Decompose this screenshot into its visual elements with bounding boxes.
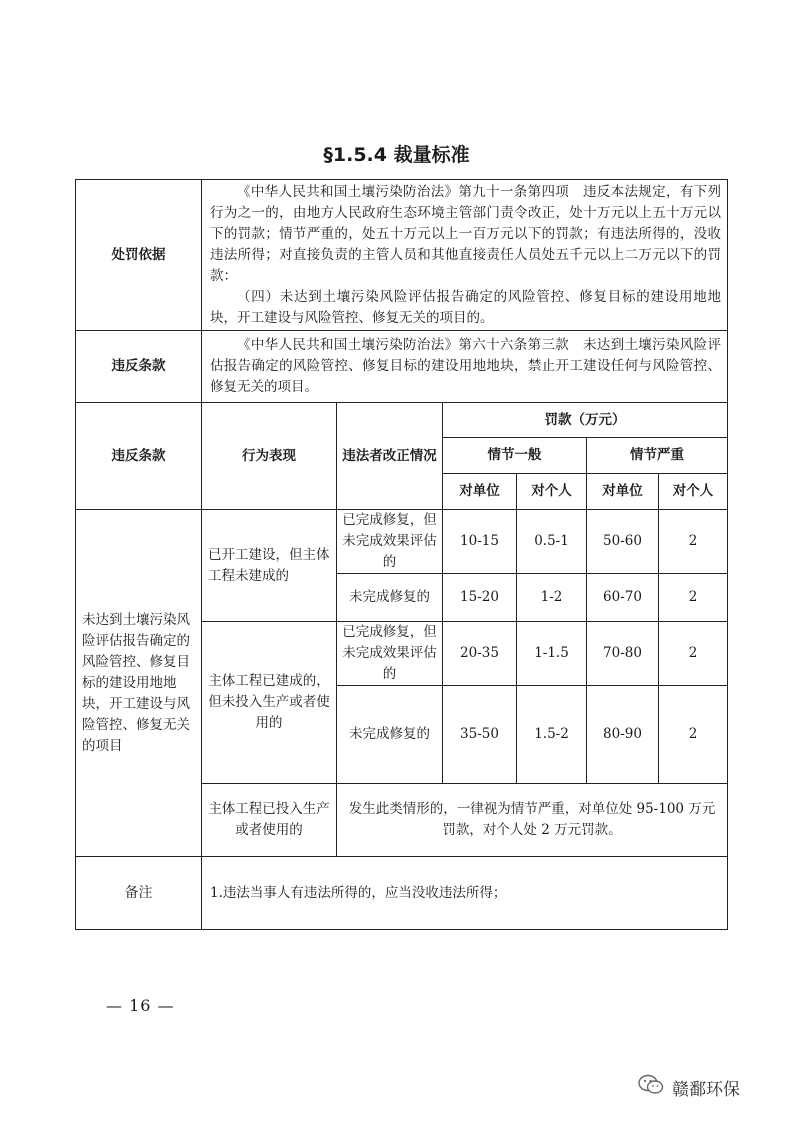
penalty-basis-text: 《中华人民共和国土壤污染防治法》第九十一条第四项 违反本法规定，有下列行为之一的，由地方人民政府生态环境主管部门责令改正，处十万元以上五十万元以下的罚款；情节严重的，处五十万元以上一百万元以下的罚款；有违法所得的，没收违法所得；对直接负责的主管人员和其他直接责任人员处五千元以上二万元以下的罚款： [210,183,721,284]
penalty-basis-cell [202,180,728,331]
serious-person-fine: 2 [659,510,728,574]
behavior-cell: 主体工程已建成的，但未投入生产或者使用的 [202,622,337,784]
serious-unit-fine: 70-80 [587,622,659,686]
general-person-fine: 1-2 [517,574,587,622]
discretion-standard-table [75,179,728,930]
general-unit-fine: 35-50 [443,686,517,784]
header-violation-clause: 违反条款 [76,403,202,510]
penalty-basis-row [76,180,728,331]
general-person-fine: 1-1.5 [517,622,587,686]
violation-description: 未达到土壤污染风险评估报告确定的风险管控、修复目标的建设用地地块，开工建设与风险管控、修复无关的项目 [76,510,202,857]
violated-clause-label: 违反条款 [76,331,202,403]
page-title: §1.5.4 裁量标准 [323,144,470,166]
general-person-fine: 1.5-2 [517,686,587,784]
table-row [76,510,728,574]
note-row [76,857,728,930]
header-serious-unit: 对单位 [587,474,659,510]
general-unit-fine: 10-15 [443,510,517,574]
behavior-cell: 已开工建设，但主体工程未建成的 [202,510,337,622]
correction-status: 未完成修复的 [337,686,443,784]
serious-case-text: 发生此类情形的，一律视为情节严重，对单位处 95-100 万元罚款，对个人处 2 万元罚款。 [337,784,728,857]
header-general-unit: 对单位 [443,474,517,510]
watermark [638,1072,740,1102]
correction-status: 已完成修复，但未完成效果评估的 [337,510,443,574]
general-unit-fine: 20-35 [443,622,517,686]
note-label: 备注 [76,857,202,930]
penalty-basis-label: 处罚依据 [76,180,202,331]
header-fine: 罚款（万元） [443,403,728,438]
header-serious-person: 对个人 [659,474,728,510]
note-text: 1.违法当事人有违法所得的，应当没收违法所得； [202,857,728,930]
header-serious: 情节严重 [587,438,728,474]
penalty-basis-item: （四）未达到土壤污染风险评估报告确定的风险管控、修复目标的建设用地地块，开工建设与风险管控、修复无关的项目的。 [210,288,721,326]
page-number: — 16 — [106,996,175,1015]
violated-clause-row [76,331,728,403]
correction-status: 未完成修复的 [337,574,443,622]
header-row [76,403,728,438]
watermark-text: 赣鄱环保 [672,1079,740,1100]
wechat-icon [638,1074,672,1101]
violated-clause-text: 《中华人民共和国土壤污染防治法》第六十六条第三款 未达到土壤污染风险评估报告确定的风险管控、修复目标的建设用地地块，禁止开工建设任何与风险管控、修复无关的项目。 [202,331,728,403]
serious-person-fine: 2 [659,686,728,784]
header-correction: 违法者改正情况 [337,403,443,510]
serious-person-fine: 2 [659,574,728,622]
header-behavior: 行为表现 [202,403,337,510]
header-general: 情节一般 [443,438,587,474]
serious-unit-fine: 50-60 [587,510,659,574]
header-general-person: 对个人 [517,474,587,510]
general-unit-fine: 15-20 [443,574,517,622]
serious-unit-fine: 80-90 [587,686,659,784]
general-person-fine: 0.5-1 [517,510,587,574]
serious-unit-fine: 60-70 [587,574,659,622]
correction-status: 已完成修复，但未完成效果评估的 [337,622,443,686]
behavior-cell: 主体工程已投入生产或者使用的 [202,784,337,857]
serious-person-fine: 2 [659,622,728,686]
